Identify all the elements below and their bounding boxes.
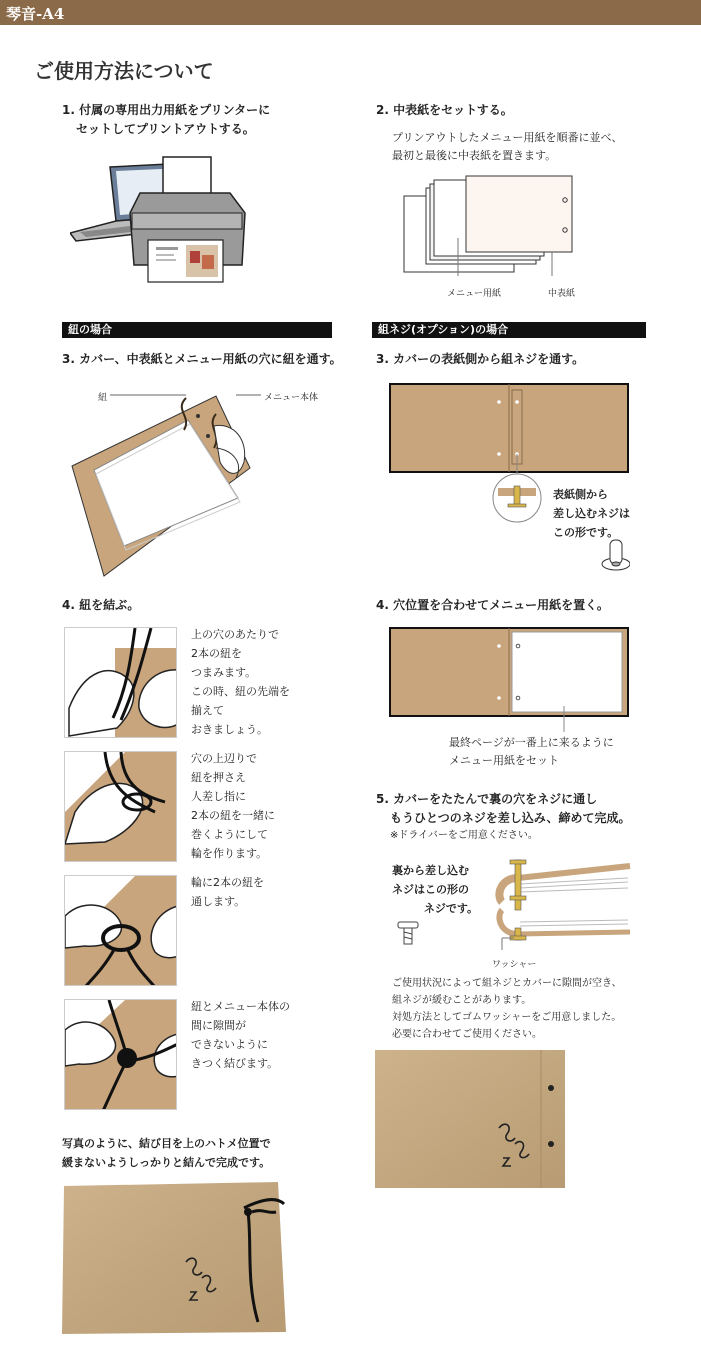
tie-step-4-image xyxy=(64,999,177,1110)
tie-step-2-image xyxy=(64,751,177,862)
screw-note-line: 表紙側から xyxy=(553,488,608,501)
place-paper-illustration xyxy=(388,626,630,734)
back-screw-note-line: ネジはこの形の xyxy=(392,883,469,896)
left-final-line1: 写真のように、結び目を上のハトメ位置で xyxy=(62,1137,271,1150)
header-title: 琴音-A4 xyxy=(6,5,65,23)
page-title: ご使用方法について xyxy=(34,59,214,83)
right-step5-line1: 5. カバーをたたんで裏の穴をネジに通し xyxy=(376,792,598,806)
label-menu-paper: メニュー用紙 xyxy=(447,289,502,299)
place-note-1: 最終ページが一番上に来るように xyxy=(449,736,614,749)
step1-line2: セットしてプリントアウトする。 xyxy=(76,122,255,136)
caution-line: 組ネジが緩むことがあります。 xyxy=(392,995,532,1006)
tie-step-4-line: きつく結びます。 xyxy=(191,1057,279,1070)
step2-desc2: 最初と最後に中表紙を置きます。 xyxy=(392,149,557,162)
screw-note-line: 差し込むネジは xyxy=(553,507,630,520)
screw-note xyxy=(553,485,630,542)
caution-line: ご使用状況によって組ネジとカバーに隙間が空き、 xyxy=(392,978,622,989)
step2-desc1: プリンアウトしたメニュー用紙を順番に並べ、 xyxy=(392,131,623,144)
caution-line: 必要に合わせてご使用ください。 xyxy=(392,1029,542,1040)
cover-screw-illustration xyxy=(388,382,630,578)
section-bar-string: 紐の場合 xyxy=(62,322,332,338)
back-screw-note-line: ネジです。 xyxy=(423,902,478,915)
tie-step-1-image xyxy=(64,627,177,738)
right-step3: 3. カバーの表紙側から組ネジを通す。 xyxy=(376,352,585,366)
section-bar-screw: 組ネジ(オプション)の場合 xyxy=(372,322,646,338)
tie-step-1-line: 揃えて xyxy=(191,704,224,717)
tie-step-2-line: 紐を押さえ xyxy=(191,771,246,784)
closed-book-illustration xyxy=(392,852,632,952)
screw-note-line: この形です。 xyxy=(553,526,619,539)
caution-text xyxy=(392,975,622,1043)
back-screw-note-line: 裏から差し込む xyxy=(392,864,469,877)
right-step4: 4. 穴位置を合わせてメニュー用紙を置く。 xyxy=(376,598,609,612)
left-step3: 3. カバー、中表紙とメニュー用紙の穴に紐を通す。 xyxy=(62,352,342,366)
screw-post-icon xyxy=(602,540,630,570)
tie-step-4-line: できないように xyxy=(191,1038,268,1051)
tie-step-1-text xyxy=(191,625,290,739)
tie-step-3-line: 通します。 xyxy=(191,895,246,908)
tie-step-1-line: 上の穴のあたりで xyxy=(191,628,279,641)
label-cover-sheet: 中表紙 xyxy=(548,289,576,299)
tie-step-4-text xyxy=(191,997,290,1073)
cover-sheets-illustration xyxy=(400,172,585,282)
tie-step-2-line: 巻くようにして xyxy=(191,828,268,841)
label-string: 紐 xyxy=(98,393,108,403)
driver-note: ※ドライバーをご用意ください。 xyxy=(390,830,538,841)
bolt-icon xyxy=(398,922,418,944)
tie-step-1-line: つまみます。 xyxy=(191,666,257,679)
label-menu-body: メニュー本体 xyxy=(264,393,319,403)
printer-illustration xyxy=(70,155,255,285)
left-step4: 4. 紐を結ぶ。 xyxy=(62,598,140,612)
tie-step-2-line: 輪を作ります。 xyxy=(191,847,268,860)
tie-step-4-line: 紐とメニュー本体の xyxy=(191,1000,290,1013)
tie-step-3-text xyxy=(191,873,264,911)
step2-heading: 2. 中表紙をセットする。 xyxy=(376,103,513,117)
tie-step-2-line: 2本の紐を一緒に xyxy=(191,809,275,822)
tie-step-1-line: 2本の紐を xyxy=(191,647,242,660)
left-final-line2: 緩まないようしっかりと結んで完成です。 xyxy=(62,1156,271,1169)
tie-step-1-line: この時、紐の先端を xyxy=(191,685,290,698)
tie-step-3-line: 輪に2本の紐を xyxy=(191,876,264,889)
tie-step-1-line: おきましょう。 xyxy=(191,723,268,736)
place-note-2: メニュー用紙をセット xyxy=(449,754,559,767)
tie-step-3-image xyxy=(64,875,177,986)
string-finished-photo xyxy=(62,1182,287,1335)
label-washer: ワッシャー xyxy=(492,960,537,970)
step1-line1: 1. 付属の専用出力用紙をプリンターに xyxy=(62,103,271,117)
tie-step-2-line: 穴の上辺りで xyxy=(191,752,257,765)
threading-illustration xyxy=(66,378,266,580)
header-bar xyxy=(0,0,701,25)
screw-finished-photo xyxy=(375,1048,568,1190)
tie-step-2-line: 人差し指に xyxy=(191,790,246,803)
right-step5-line2: もうひとつのネジを差し込み、締めて完成。 xyxy=(390,811,631,825)
caution-line: 対処方法としてゴムワッシャーをご用意しました。 xyxy=(392,1012,622,1023)
tie-step-4-line: 間に隙間が xyxy=(191,1019,246,1032)
tie-step-2-text xyxy=(191,749,275,863)
